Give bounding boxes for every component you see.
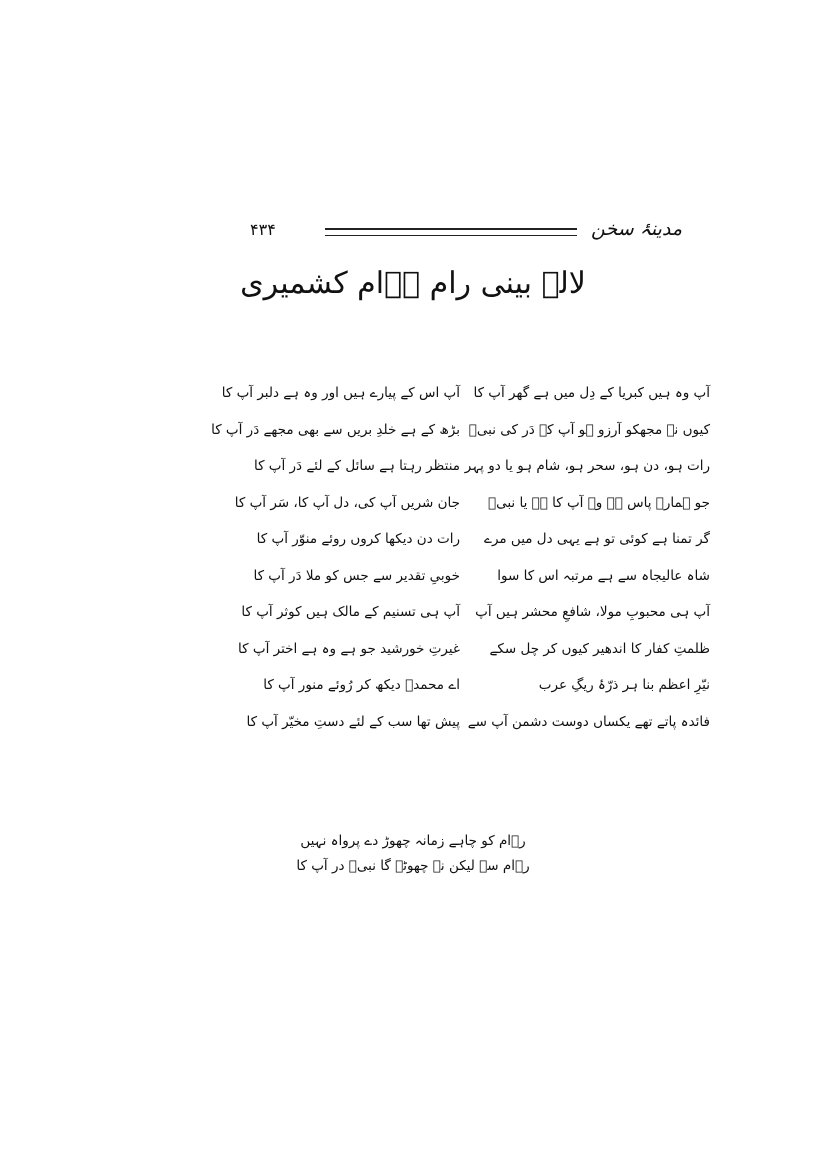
page-number: ۴۳۴ [250, 220, 276, 239]
couplet [240, 674, 710, 711]
second-hemistich: اے محمدؐ دیکھ کر رُوئے منور آپ کا [263, 677, 460, 693]
first-hemistich: آپ وہ ہیں کبریا کے دِل میں ہے گھر آپ کا [473, 385, 710, 401]
couplet [211, 419, 710, 456]
first-hemistich: فائدہ پاتے تھے یکساں دوست دشمن آپ سے [467, 713, 710, 730]
first-hemistich: رات ہو، دن ہو، سحر ہو، شام ہو یا دو پہر [464, 458, 710, 474]
couplet [240, 455, 710, 492]
couplet [221, 382, 710, 419]
second-hemistich: پیش تھا سب کے لئے دستِ مخیّر آپ کا [246, 713, 460, 730]
second-hemistich: غیرتِ خورشید جو ہے وہ ہے اختر آپ کا [238, 640, 460, 657]
page-header [250, 218, 682, 248]
couplet [240, 601, 710, 638]
header-double-rule [325, 228, 577, 236]
first-hemistich: ظلمتِ کفار کا اندھیر کیوں کر چل سکے [489, 640, 710, 657]
couplet [240, 711, 710, 748]
couplet [240, 565, 710, 602]
first-hemistich: کیوں نہ مجھکو آرزو ہو آپ کے دَر کی نبیؐ [468, 421, 710, 438]
closing-line-2: رؔام سے لیکن نہ چھوٹے گا نبیؐ در آپ کا [296, 858, 530, 874]
first-hemistich: جو ہمارے پاس ہے وہ آپ کا ہے یا نبیؐ [487, 494, 710, 511]
poem-title: لالہ بینی رام رؔام کشمیری [240, 266, 586, 301]
first-hemistich: آپ ہی محبوبِ مولا، شافعِ محشر ہیں آپ [475, 604, 710, 620]
closing-couplet [0, 830, 826, 880]
second-hemistich: رات دن دیکھا کروں روئے منوّر آپ کا [256, 531, 460, 547]
second-hemistich: منتظر رہتا ہے سائل کے لئے دَر آپ کا [253, 458, 460, 474]
first-hemistich: نیّرِ اعظم بنا ہر ذرّۂ ریگِ عرب [538, 677, 710, 693]
couplet-list [211, 382, 710, 747]
first-hemistich: شاہ عالیجاہ سے ہے مرتبہ اس کا سوا [497, 567, 710, 584]
couplet [234, 492, 710, 529]
second-hemistich: بڑھ کے ہے خلدِ بریں سے بھی مجھے دَر آپ کا [211, 421, 460, 438]
second-hemistich: جان شریں آپ کی، دل آپ کا، سَر آپ کا [234, 494, 460, 511]
first-hemistich: گر تمنا ہے کوئی تو ہے یہی دل میں مرے [484, 531, 710, 547]
running-book-title: مدینۂ سخن [591, 218, 682, 240]
second-hemistich: آپ ہی تسنیم کے مالک ہیں کوثر آپ کا [241, 604, 460, 620]
second-hemistich: آپ اس کے پیارے ہیں اور وہ ہے دلبر آپ کا [221, 385, 460, 401]
couplet [240, 528, 710, 565]
closing-line-1: رؔام کو چاہے زمانہ چھوڑ دے پرواہ نہیں [300, 833, 526, 849]
second-hemistich: خوبیِ تقدیر سے جس کو ملا دَر آپ کا [253, 567, 460, 584]
couplet [240, 638, 710, 675]
